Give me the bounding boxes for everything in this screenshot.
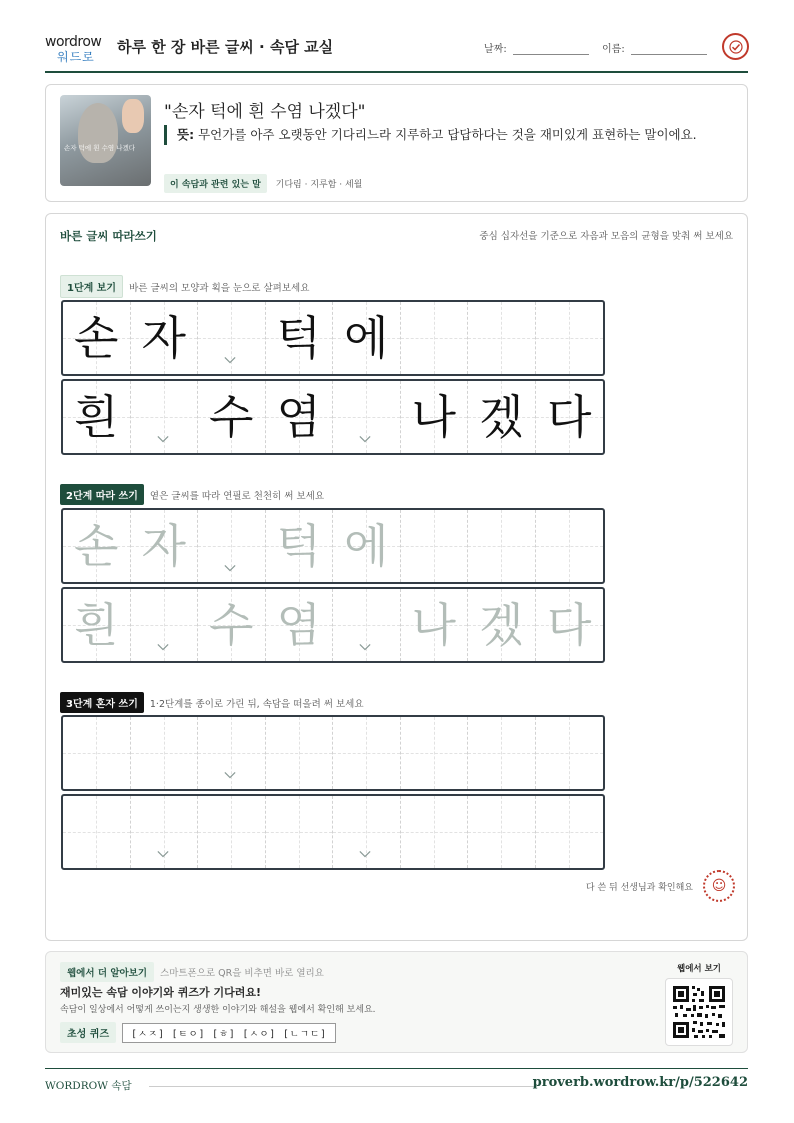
step2-header — [60, 484, 324, 505]
writing-cell[interactable] — [131, 796, 199, 868]
writing-cell[interactable] — [401, 796, 469, 868]
name-field[interactable] — [602, 40, 707, 55]
writing-cell[interactable] — [401, 510, 469, 582]
web-badge-desc: 스마트폰으로 QR을 비추면 바로 열리요 — [160, 968, 324, 979]
meaning-label: 뜻: — [177, 127, 195, 142]
writing-cell — [468, 302, 536, 374]
writing-cell — [536, 381, 604, 453]
writing-cell[interactable] — [198, 510, 266, 582]
writing-cell[interactable] — [266, 796, 334, 868]
cell-character: 나 — [411, 390, 456, 444]
writing-cell[interactable] — [63, 510, 131, 582]
space-mark-icon — [359, 641, 371, 653]
writing-cell — [536, 302, 604, 374]
cell-character: 다 — [547, 390, 592, 444]
web-badge: 웹에서 더 알아보기 — [60, 962, 154, 982]
writing-cell — [333, 302, 401, 374]
related-words — [164, 174, 362, 193]
writing-cell — [131, 381, 199, 453]
writing-cell — [63, 302, 131, 374]
teacher-check-note: 다 쓴 뒤 선생님과 확인해요 — [585, 883, 693, 893]
writing-cell — [131, 302, 199, 374]
proverb-card — [45, 84, 748, 202]
writing-cell[interactable] — [333, 796, 401, 868]
cell-character: 염 — [276, 390, 321, 444]
logo-wordmark: wordrow — [45, 34, 102, 50]
writing-cell — [401, 302, 469, 374]
cell-character: 자 — [141, 311, 186, 365]
step2-row-2[interactable] — [61, 587, 605, 663]
cell-character: 에 — [344, 519, 389, 573]
cell-character: 에 — [344, 311, 389, 365]
writing-cell[interactable] — [198, 717, 266, 789]
step1-desc: 바른 글씨의 모양과 획을 눈으로 살펴보세요 — [129, 283, 310, 294]
cell-character: 수 — [209, 390, 254, 444]
web-section — [45, 951, 748, 1053]
related-list: 기다림 · 지루함 · 세월 — [275, 180, 363, 190]
page-title: 하루 한 장 바른 글씨 · 속담 교실 — [117, 38, 334, 56]
writing-cell — [401, 381, 469, 453]
web-badge-row — [60, 962, 324, 982]
writing-cell[interactable] — [536, 717, 604, 789]
space-mark-icon — [224, 769, 236, 781]
space-mark-icon — [359, 433, 371, 445]
space-mark-icon — [157, 433, 169, 445]
quiz-chosung: [ㅅㅈ] [ㅌㅇ] [ㅎ] [ㅅㅇ] [ㄴㄱㄷ] — [122, 1023, 336, 1043]
space-mark-icon — [157, 641, 169, 653]
practice-title: 바른 글씨 따라쓰기 — [60, 229, 157, 243]
step2-desc: 옅은 글씨를 따라 연필로 천천히 써 보세요 — [149, 491, 325, 502]
writing-cell — [266, 302, 334, 374]
writing-cell[interactable] — [266, 717, 334, 789]
footer-brand: WORDROW 속담 — [45, 1080, 132, 1092]
name-label: 이름: — [602, 44, 625, 55]
writing-cell[interactable] — [333, 510, 401, 582]
writing-cell[interactable] — [63, 589, 131, 661]
practice-hint: 중심 십자선을 기준으로 자음과 모음의 균형을 맞춰 써 보세요 — [479, 231, 733, 242]
date-field[interactable] — [484, 40, 589, 55]
qr-code-graphic — [666, 979, 732, 1045]
qr-label: 웹에서 보기 — [676, 964, 721, 974]
check-stamp-icon — [722, 33, 749, 60]
footer-divider — [149, 1086, 537, 1087]
teacher-stamp-icon: ☺ — [703, 870, 735, 902]
writing-cell[interactable] — [333, 717, 401, 789]
qr-code-icon[interactable] — [665, 978, 733, 1046]
web-headline: 재미있는 속담 이야기와 퀴즈가 기다려요! — [60, 986, 261, 999]
space-mark-icon — [157, 848, 169, 860]
writing-cell[interactable] — [198, 796, 266, 868]
cell-character: 흰 — [74, 390, 119, 444]
step2-row-1[interactable] — [61, 508, 605, 584]
writing-cell[interactable] — [468, 589, 536, 661]
step1-row-1 — [61, 300, 605, 376]
name-input-line[interactable] — [631, 45, 707, 55]
writing-cell[interactable] — [333, 589, 401, 661]
step2-badge: 2단계 따라 쓰기 — [60, 484, 144, 505]
writing-cell — [198, 302, 266, 374]
practice-section — [45, 213, 748, 941]
cell-character: 자 — [141, 519, 186, 573]
writing-cell[interactable] — [131, 589, 199, 661]
proverb-illustration — [60, 95, 151, 186]
illustration-caption: 손자 턱에 흰 수염 나겠다 — [64, 144, 136, 152]
cell-character: 염 — [276, 598, 321, 652]
writing-cell[interactable] — [131, 717, 199, 789]
cell-character: 다 — [547, 598, 592, 652]
writing-cell[interactable] — [63, 717, 131, 789]
step3-row-1[interactable] — [61, 715, 605, 791]
woman-figure — [122, 99, 144, 133]
writing-cell — [468, 381, 536, 453]
writing-cell[interactable] — [266, 589, 334, 661]
space-mark-icon — [224, 562, 236, 574]
footer-url-link[interactable]: proverb.wordrow.kr/p/522642 — [532, 1075, 748, 1090]
cell-character: 나 — [411, 598, 456, 652]
cell-character: 흰 — [74, 598, 119, 652]
step1-badge: 1단계 보기 — [60, 275, 123, 298]
checkmark-icon — [727, 38, 745, 56]
writing-cell — [333, 381, 401, 453]
cell-character: 수 — [209, 598, 254, 652]
writing-cell[interactable] — [401, 589, 469, 661]
writing-cell[interactable] — [131, 510, 199, 582]
cell-character: 손 — [74, 311, 119, 365]
step3-desc: 1·2단계를 종이로 가린 뒤, 속담을 떠올려 써 보세요 — [149, 699, 364, 710]
writing-cell — [63, 381, 131, 453]
cell-character: 턱 — [276, 311, 321, 365]
step1-row-2 — [61, 379, 605, 455]
wordrow-logo[interactable] — [45, 34, 109, 62]
writing-cell[interactable] — [198, 589, 266, 661]
writing-cell[interactable] — [536, 589, 604, 661]
cell-character: 손 — [74, 519, 119, 573]
writing-cell[interactable] — [536, 510, 604, 582]
quiz-label: 초성 퀴즈 — [60, 1022, 116, 1043]
page-header — [45, 30, 748, 73]
writing-cell[interactable] — [63, 796, 131, 868]
writing-cell[interactable] — [266, 510, 334, 582]
meaning-text: 무언가를 아주 오랫동안 기다리느라 지루하고 답답하다는 것을 재미있게 표현하는 말이에요. — [198, 127, 697, 142]
writing-cell — [266, 381, 334, 453]
date-label: 날짜: — [484, 44, 507, 55]
step3-header — [60, 692, 364, 713]
writing-cell[interactable] — [468, 510, 536, 582]
cell-character: 겠 — [479, 390, 524, 444]
page-footer — [45, 1068, 748, 1098]
writing-cell[interactable] — [468, 717, 536, 789]
related-label: 이 속담과 관련 있는 말 — [164, 174, 267, 193]
cell-character: 턱 — [276, 519, 321, 573]
writing-cell — [198, 381, 266, 453]
logo-korean: 워드로 — [57, 50, 95, 64]
step3-badge: 3단계 혼자 쓰기 — [60, 692, 144, 713]
writing-cell[interactable] — [536, 796, 604, 868]
cell-character: 겠 — [479, 598, 524, 652]
space-mark-icon — [224, 354, 236, 366]
space-mark-icon — [359, 848, 371, 860]
old-man-figure — [78, 103, 118, 163]
writing-cell[interactable] — [468, 796, 536, 868]
web-description: 속담이 일상에서 어떻게 쓰이는지 생생한 이야기와 해설을 웹에서 확인해 보세요. — [60, 1005, 376, 1015]
step1-header — [60, 275, 309, 298]
proverb-meaning — [164, 125, 724, 145]
proverb-title: "손자 턱에 흰 수염 나겠다" — [164, 102, 366, 122]
writing-cell[interactable] — [401, 717, 469, 789]
date-input-line[interactable] — [513, 45, 589, 55]
step3-row-2[interactable] — [61, 794, 605, 870]
chosung-quiz — [60, 1022, 336, 1043]
